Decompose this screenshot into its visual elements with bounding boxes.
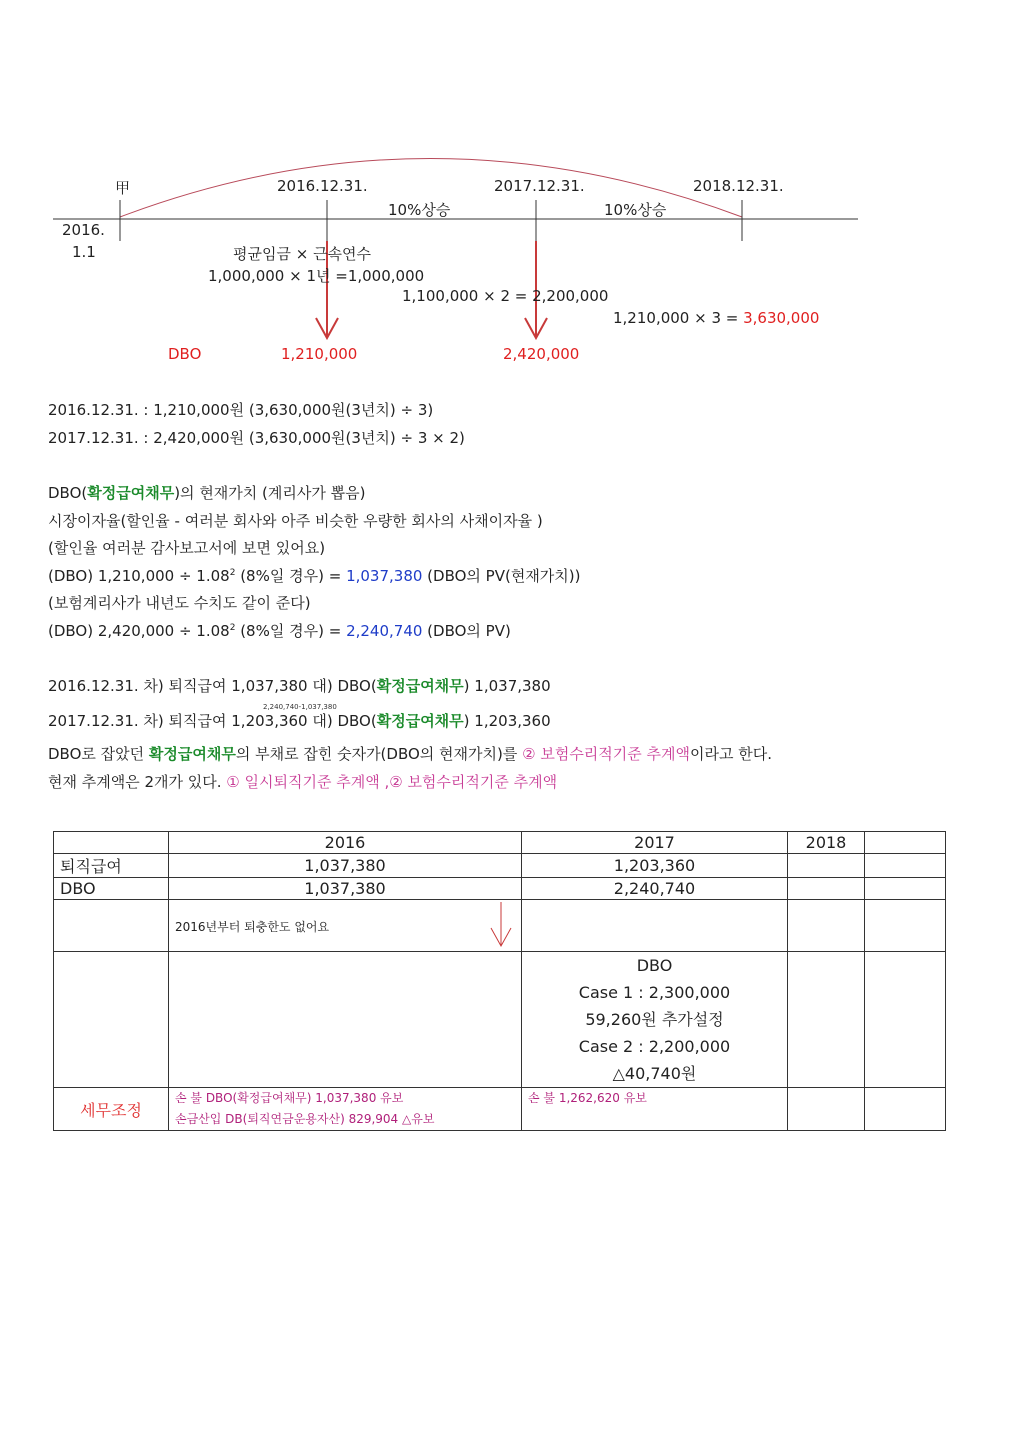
start-label: 甲: [115, 179, 131, 197]
table-cell: [865, 878, 946, 900]
table-row: [54, 854, 946, 878]
note-cell: [169, 900, 522, 952]
explain-line-2: 현재 추계액은 2개가 있다. ① 일시퇴직기준 추계액 ,② 보험수리적기준 추계액: [48, 773, 558, 791]
dbo-value-2016: 1,210,000: [281, 345, 358, 363]
tax-2017-cell: 손 불 1,262,620 유보: [522, 1088, 788, 1131]
pv-line-6: (DBO) $2,420,000 \div 1.08^2$ (8%일 경우) = 2,240,740 (DBO의 PV): [48, 622, 511, 640]
tax-adjustment-label: 세무조정: [54, 1088, 169, 1131]
table-row-note: [54, 900, 946, 952]
note-arrow-icon: [489, 900, 513, 950]
table-row: [54, 878, 946, 900]
formula-year3: [613, 309, 819, 327]
rise-1: 10%상승: [388, 201, 451, 219]
header-cell: 2016: [169, 832, 522, 854]
calc-line-2016: 2016.12.31. : 1,210,000원 (3,630,000원(3년치) ÷ 3): [48, 401, 434, 419]
dbo-block-cell: DBO Case 1 : 2,300,000 59,260원 추가설정 Case 2 : 2,200,000 △40,740원: [522, 952, 788, 1088]
table-cell: [865, 854, 946, 878]
table-cell: [788, 854, 865, 878]
table-cell: [788, 878, 865, 900]
tax-2016-cell: 손 불 DBO(확정급여채무) 1,037,380 유보 손금산입 DB(퇴직연금운용자산) 829,904 △유보: [169, 1088, 522, 1131]
pv-line-1: DBO(확정급여채무)의 현재가치 (계리사가 뽑음): [48, 484, 366, 502]
table-cell: 1,037,380: [169, 878, 522, 900]
start-date-day: 1.1: [72, 243, 96, 261]
dbo-label: DBO: [168, 345, 202, 363]
rise-2: 10%상승: [604, 201, 667, 219]
header-cell: 2017: [522, 832, 788, 854]
journal-small-note: 2,240,740-1,037,380: [263, 703, 337, 711]
row-label: DBO: [54, 878, 169, 900]
date-2016: 2016.12.31.: [277, 177, 368, 195]
table-cell: 2,240,740: [522, 878, 788, 900]
header-cell: [865, 832, 946, 854]
dbo-value-2017: 2,420,000: [503, 345, 580, 363]
start-date-year: 2016.: [62, 221, 105, 239]
formula-header: 평균임금 × 근속연수: [233, 245, 372, 263]
date-2018: 2018.12.31.: [693, 177, 784, 195]
date-2017: 2017.12.31.: [494, 177, 585, 195]
pv-line-3: (할인율 여러분 감사보고서에 보면 있어요): [48, 539, 326, 557]
table-cell: 1,203,360: [522, 854, 788, 878]
pv-line-5: (보험계리사가 내년도 수치도 같이 준다): [48, 594, 311, 612]
pv-line-2: 시장이자율(할인율 - 여러분 회사와 아주 비슷한 우량한 회사의 사채이자율 ): [48, 512, 543, 530]
formula-year1: 1,000,000 × 1년 =1,000,000: [208, 267, 425, 285]
table-row-tax: [54, 1088, 946, 1131]
table-row-dbo: [54, 952, 946, 1088]
formula-year2: 1,100,000 × 2 = 2,200,000: [402, 287, 609, 305]
header-cell: [54, 832, 169, 854]
summary-table: [53, 831, 946, 1131]
calc-line-2017: 2017.12.31. : 2,420,000원 (3,630,000원(3년치) ÷ 3 × 2): [48, 429, 465, 447]
header-cell: 2018: [788, 832, 865, 854]
pv-line-4: (DBO) $1,210,000 \div 1.08^2$ (8%일 경우) = 1,037,380 (DBO의 PV(현재가치)): [48, 567, 581, 585]
explain-line-1: DBO로 잡았던 확정급여채무의 부채로 잡힌 숫자가(DBO의 현재가치)를 ② 보험수리적기준 추계액이라고 한다.: [48, 745, 773, 763]
limit-note: 2016년부터 퇴충한도 없어요: [175, 920, 330, 934]
table-header-row: [54, 832, 946, 854]
journal-2016: 2016.12.31. 차) 퇴직급여 1,037,380 대) DBO(확정급여채무) 1,037,380: [48, 677, 551, 695]
journal-2017: 2017.12.31. 차) 퇴직급여 1,203,360 대) DBO(확정급여채무) 1,203,360: [48, 712, 551, 730]
formula-year3-text: 1,210,000 × 3 =: [613, 309, 744, 327]
row-label: 퇴직급여: [54, 854, 169, 878]
formula-year3-total: 3,630,000: [743, 309, 820, 327]
table-cell: 1,037,380: [169, 854, 522, 878]
